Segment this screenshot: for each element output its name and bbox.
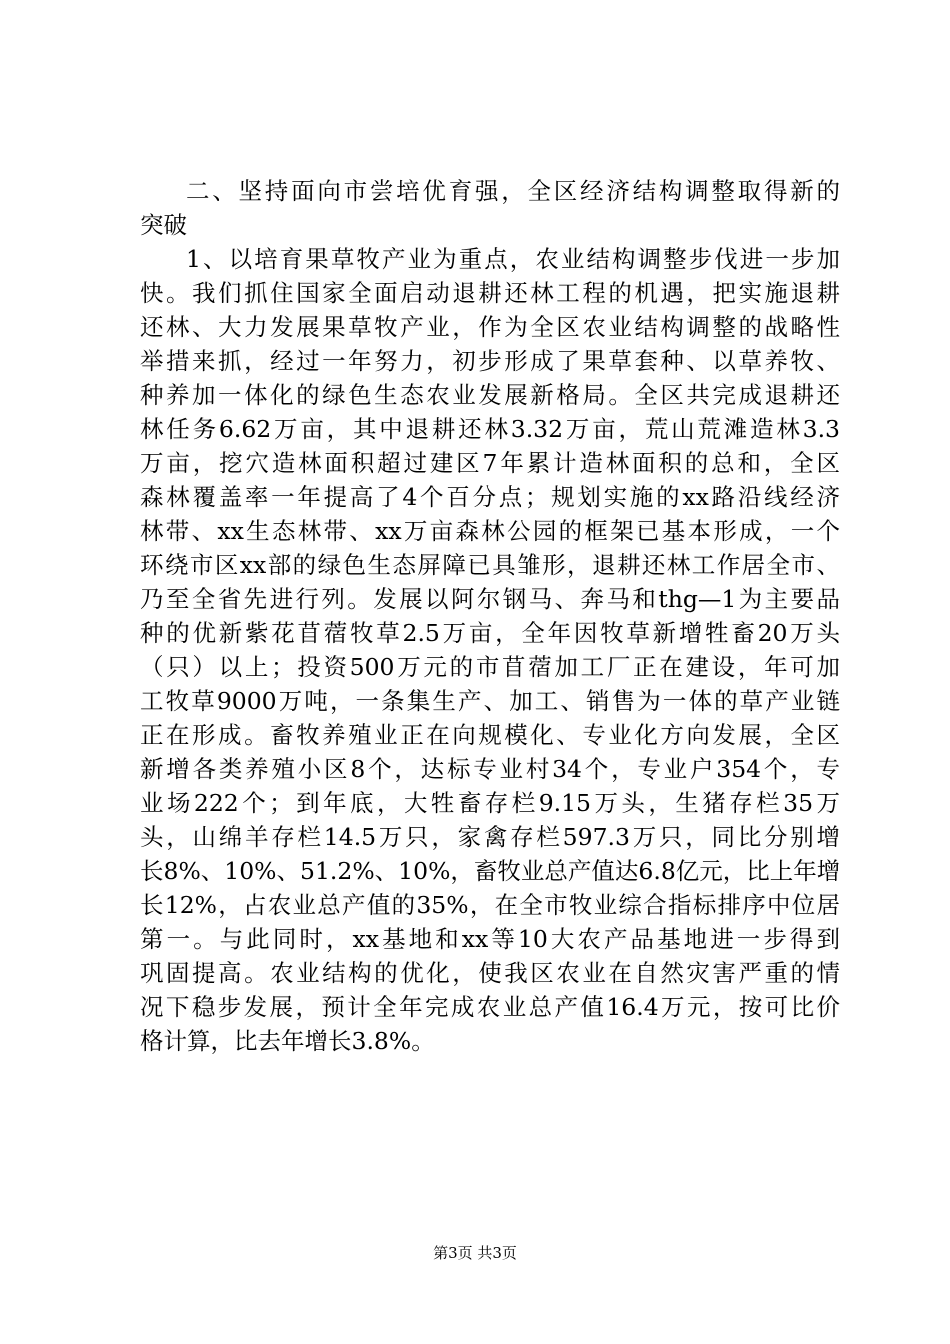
paragraph-line: 第一。与此同时，xx基地和xx等10大农产品基地进一步得到: [140, 925, 840, 953]
paragraph-line: 林带、xx生态林带、xx万亩森林公园的框架已基本形成，一个: [140, 517, 840, 545]
paragraph-line: 快。我们抓住国家全面启动退耕还林工程的机遇，把实施退耕: [140, 279, 840, 307]
paragraph-line: 举措来抓，经过一年努力，初步形成了果草套种、以草养牧、: [140, 347, 840, 375]
paragraph-line: 头，山绵羊存栏14.5万只，家禽存栏597.3万只，同比分别增: [140, 823, 840, 851]
paragraph-line: 1、以培育果草牧产业为重点，农业结构调整步伐进一步加: [186, 245, 840, 273]
paragraph-line: 环绕市区xx部的绿色生态屏障已具雏形，退耕还林工作居全市、: [140, 551, 840, 579]
section-heading-line-2: 突破: [140, 211, 187, 239]
paragraph-line: 万亩，挖穴造林面积超过建区7年累计造林面积的总和，全区: [140, 449, 840, 477]
paragraph-line: 巩固提高。农业结构的优化，使我区农业在自然灾害严重的情: [140, 959, 840, 987]
paragraph-line: 业场222个；到年底，大牲畜存栏9.15万头，生猪存栏35万: [140, 789, 840, 817]
paragraph-line: 况下稳步发展，预计全年完成农业总产值16.4万元，按可比价: [140, 993, 840, 1021]
paragraph-line: 新增各类养殖小区8个，达标专业村34个，专业户354个，专: [140, 755, 840, 783]
paragraph-line: 林任务6.62万亩，其中退耕还林3.32万亩，荒山荒滩造林3.3: [140, 415, 840, 443]
paragraph-line: 工牧草9000万吨，一条集生产、加工、销售为一体的草产业链: [140, 687, 840, 715]
paragraph-line: 长12%，占农业总产值的35%，在全市牧业综合指标排序中位居: [140, 891, 840, 919]
section-heading-line-1: 二、坚持面向市尝培优育强，全区经济结构调整取得新的: [186, 177, 840, 205]
paragraph-line: 长8%、10%、51.2%、10%，畜牧业总产值达6.8亿元，比上年增: [140, 857, 840, 885]
paragraph-line: 正在形成。畜牧养殖业正在向规模化、专业化方向发展，全区: [140, 721, 840, 749]
paragraph-line: 种的优新紫花苜蓿牧草2.5万亩，全年因牧草新增牲畜20万头: [140, 619, 840, 647]
document-body: [140, 174, 840, 1058]
paragraph-line: 乃至全省先进行列。发展以阿尔钢马、奔马和thg—1为主要品: [140, 585, 840, 613]
page-number-footer: 第3页 共3页: [433, 1244, 517, 1262]
paragraph-line: 还林、大力发展果草牧产业，作为全区农业结构调整的战略性: [140, 313, 840, 341]
paragraph-line: 格计算，比去年增长3.8%。: [140, 1027, 435, 1055]
paragraph-line: 森林覆盖率一年提高了4个百分点；规划实施的xx路沿线经济: [140, 483, 840, 511]
paragraph-line: 种养加一体化的绿色生态农业发展新格局。全区共完成退耕还: [140, 381, 840, 409]
paragraph-line: （只）以上；投资500万元的市苜蓿加工厂正在建设，年可加: [140, 653, 840, 681]
